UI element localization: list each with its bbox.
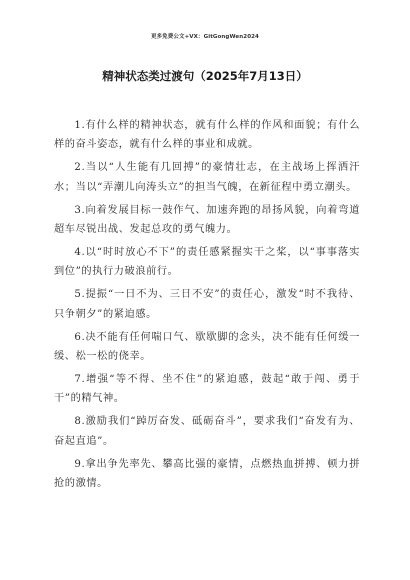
paragraph-7: 7.增强“等不得、坐不住”的紧迫感，鼓起“敢于闯、勇于干”的精气神。 (54, 373, 360, 405)
document-body (54, 116, 360, 497)
header-note: 更多免费公文+VX：GitGongWen2024 (150, 34, 259, 40)
paragraph-3: 3.向着发展目标一鼓作气、加速奔跑的昂扬风貌，向着弯道超车尽锐出战、发起总攻的勇气魄力。 (54, 204, 360, 236)
paragraph-6: 6.决不能有任何喘口气、歇歇脚的念头，决不能有任何缓一缓、松一松的侥幸。 (54, 331, 360, 362)
paragraph-9: 9.拿出争先率先、攀高比强的豪情，点燃热血拼搏、顿力拼抢的激情。 (54, 458, 360, 489)
paragraph-4: 4.以“时时放心不下”的责任感紧握实干之桨，以“事事落实到位”的执行力破浪前行。 (54, 246, 360, 278)
paragraph-1: 1.有什么样的精神状态，就有什么样的作风和面貌；有什么样的奋斗姿态，就有什么样的事业和成就。 (54, 120, 360, 151)
paragraph-8: 8.激励我们“踔厉奋发、砥砺奋斗”，要求我们“奋发有为、奋起直追”。 (54, 416, 360, 447)
paragraph-2: 2.当以“人生能有几回搏”的豪情壮志，在主战场上挥洒汗水；当以“弄潮儿向涛头立”的担当气魄，在新征程中勇立潮头。 (54, 162, 360, 193)
paragraph-5: 5.提振“一日不为、三日不安”的责任心，激发“时不我待、只争朝夕”的紧迫感。 (54, 289, 360, 320)
document-title: 精神状态类过渡句（2025年7月13日） (102, 69, 308, 83)
